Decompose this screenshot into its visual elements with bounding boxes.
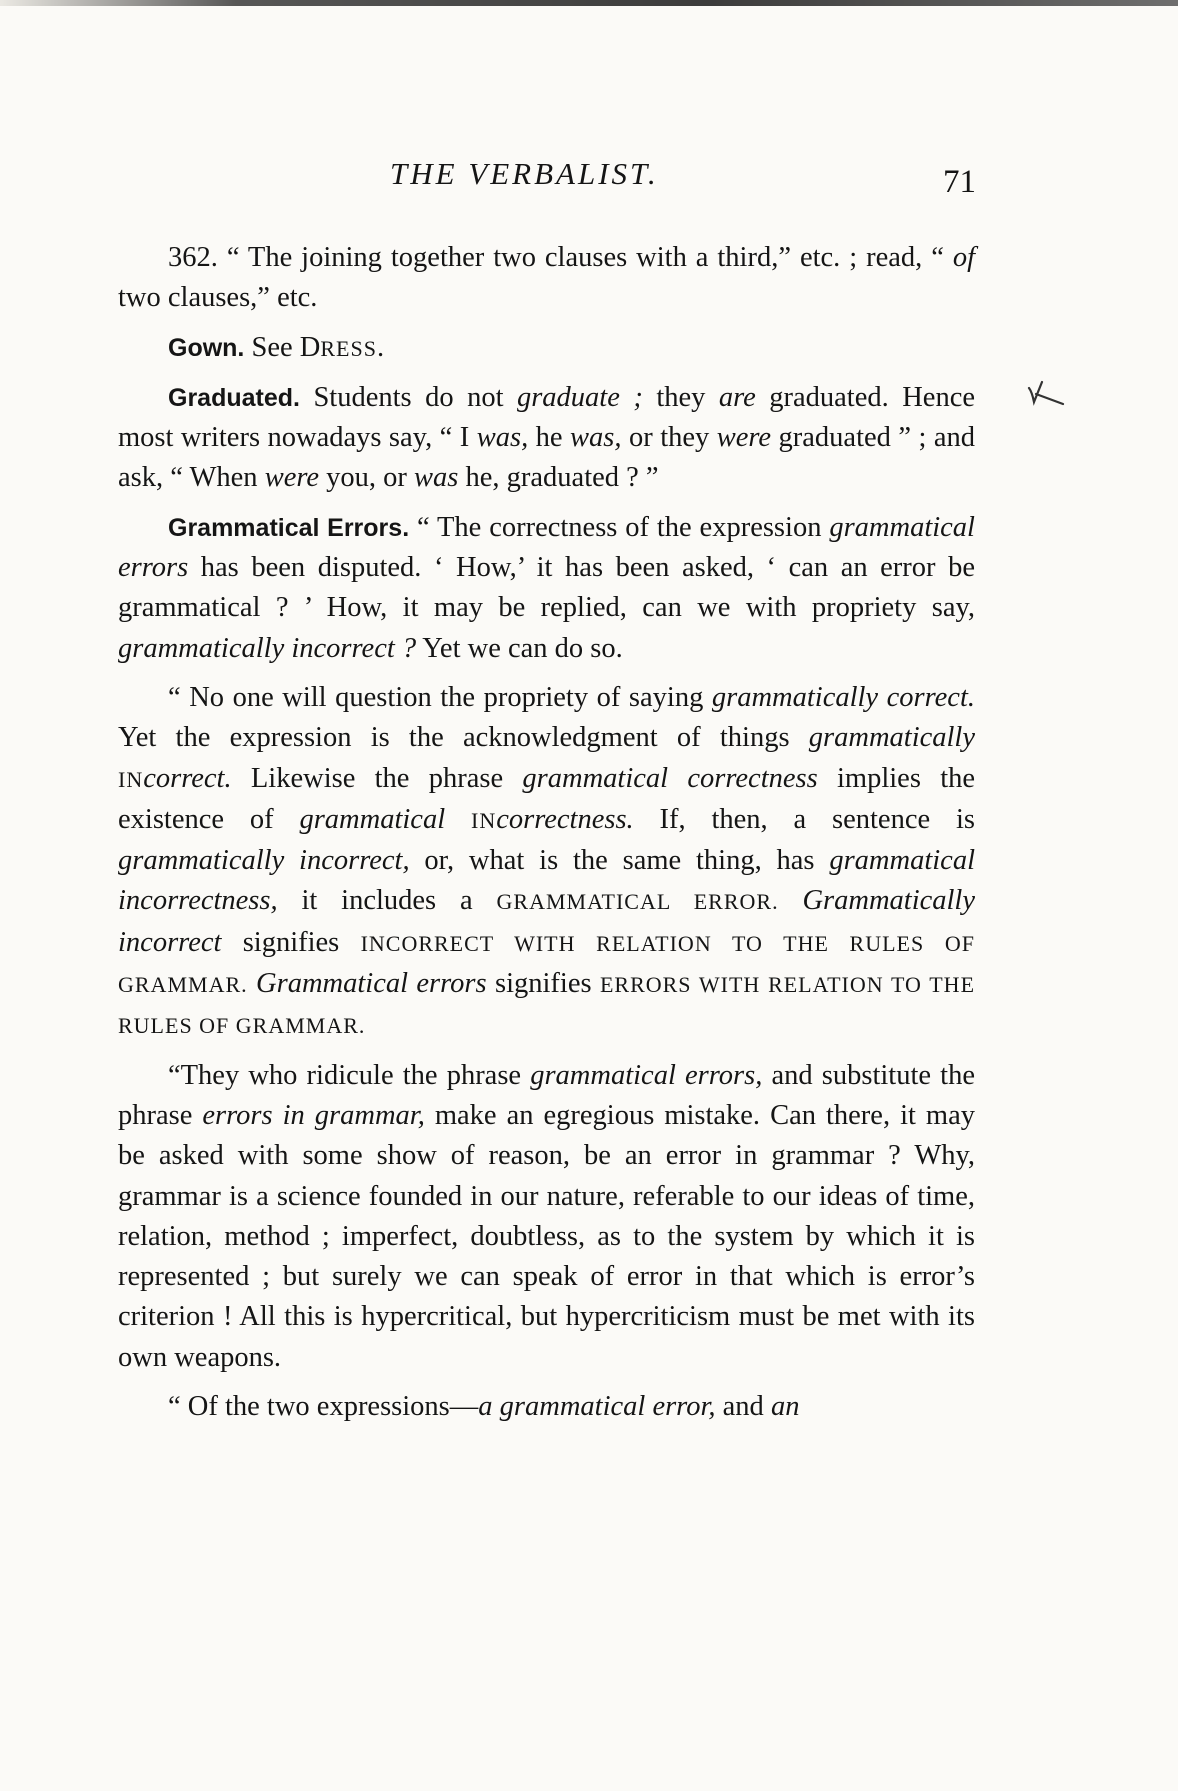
text-run: Yet we can do so.	[416, 632, 623, 664]
small-caps-text: ERRORS WITH RELATION TO THE RULES OF GRAMMAR.	[118, 972, 976, 1039]
italic-text: errors in grammar,	[202, 1099, 425, 1131]
small-caps-text: RESS	[320, 335, 377, 361]
italic-text: grammatical errors,	[530, 1059, 763, 1091]
italic-text: of	[952, 242, 975, 273]
italic-text: was,	[476, 422, 529, 454]
text-run: or, what is the same thing, has	[409, 845, 830, 877]
text-run: If, then, a sentence is	[633, 803, 975, 835]
text-run: has been disputed. ‘ How,’ it has been asked, ‘ can an error be grammatical ? ’ How, it may be replied, can we with propriety say,	[118, 552, 975, 624]
page-top-edge	[0, 0, 1178, 6]
running-title: THE VERBALIST.	[390, 156, 659, 191]
text-run: “They who ridicule the phrase	[168, 1059, 531, 1091]
small-caps-text: GRAMMATICAL ERROR.	[496, 889, 779, 915]
paragraph	[118, 1056, 975, 1378]
italic-text: grammatical errors	[118, 511, 975, 584]
italic-text: grammatically incorrect ?	[118, 632, 417, 664]
text-run: “ No one will question the propriety of saying	[168, 681, 712, 713]
headword: Grammatical Errors.	[168, 513, 410, 542]
headword: Graduated.	[168, 383, 300, 412]
text-run: graduated ” ; and ask, “ When	[118, 422, 976, 494]
small-caps-text: INCORRECT WITH RELATION TO THE RULES OF GRAMMAR.	[118, 930, 976, 998]
text-run	[248, 968, 256, 999]
text-run: “ The correctness of the expression	[409, 511, 830, 543]
text-run: and	[715, 1391, 771, 1423]
italic-text: Grammatical errors	[256, 968, 487, 1000]
entry-gown	[118, 328, 975, 369]
italic-text: an	[770, 1391, 800, 1423]
text-run: signifies	[221, 926, 361, 958]
italic-text: Grammatically incorrect	[118, 885, 975, 958]
paragraph	[118, 678, 975, 1047]
text-run: and substitute the phrase	[118, 1059, 975, 1131]
text-run: it includes a	[277, 885, 497, 917]
text-run: you, or	[319, 462, 415, 494]
italic-text: grammatically incorrect,	[118, 845, 410, 877]
text-run: “ Of the two expressions—	[168, 1391, 479, 1423]
text-run: make an egregious mistake. Can there, it may be asked with some show of reason, be an error in grammar ? Why, grammar is a science founded in our nature, referable to our ideas of time, relation, method ; imperfect, doubtless, as to the system by which it is represented ; but surely we can speak of error in that which is error’s criterion ! All this is hypercritical, but hypercriticism must be met with its own weapons.	[118, 1099, 975, 1373]
paragraph	[118, 238, 975, 319]
small-caps-text: IN	[118, 766, 144, 792]
text-run: graduated. Hence most writers nowadays say, “ I	[118, 381, 975, 454]
italic-text: grammatically	[808, 722, 975, 754]
text-run: he	[528, 422, 571, 454]
text-run: 362. “ The joining together two clauses with a third,” etc. ; read, “	[168, 242, 953, 273]
italic-text: correct.	[143, 762, 232, 794]
text-run: implies the existence of	[118, 762, 976, 835]
headword: Gown.	[168, 333, 245, 362]
text-run: two clauses,” etc.	[118, 282, 318, 314]
small-caps-text: IN	[471, 807, 497, 833]
entry-grammatical-errors	[118, 508, 975, 669]
italic-text: were	[264, 462, 320, 494]
italic-text: was,	[570, 422, 622, 454]
text-run: signifies	[486, 968, 600, 1000]
text-run	[779, 885, 803, 916]
text-run: See D	[244, 331, 321, 363]
text-run: they	[642, 381, 719, 413]
text-run: Yet the expression is the acknowledgment of things	[118, 722, 809, 754]
italic-text: grammatical	[299, 803, 446, 835]
text-run: or they	[621, 422, 717, 454]
page-number: 71	[943, 164, 976, 200]
italic-text: was	[414, 462, 459, 494]
italic-text: a grammatical error,	[478, 1391, 716, 1423]
italic-text: correctness.	[496, 803, 634, 835]
body-text	[118, 238, 975, 1427]
italic-text: grammatical incorrectness,	[118, 845, 975, 917]
text-run: he, graduated ? ”	[458, 462, 659, 494]
running-header	[0, 150, 1178, 200]
italic-text: were	[716, 422, 772, 454]
text-run	[445, 804, 471, 835]
pencil-check-mark-icon	[1026, 378, 1066, 406]
italic-text: grammatically correct.	[711, 681, 975, 713]
italic-text: are	[718, 381, 756, 413]
text-run: Likewise the phrase	[231, 762, 523, 794]
text-run: .	[376, 331, 385, 363]
paragraph	[118, 1387, 975, 1427]
italic-text: graduate ;	[516, 381, 643, 413]
entry-graduated	[118, 378, 975, 499]
text-run: Students do not	[299, 381, 517, 413]
italic-text: grammatical correctness	[522, 762, 818, 794]
